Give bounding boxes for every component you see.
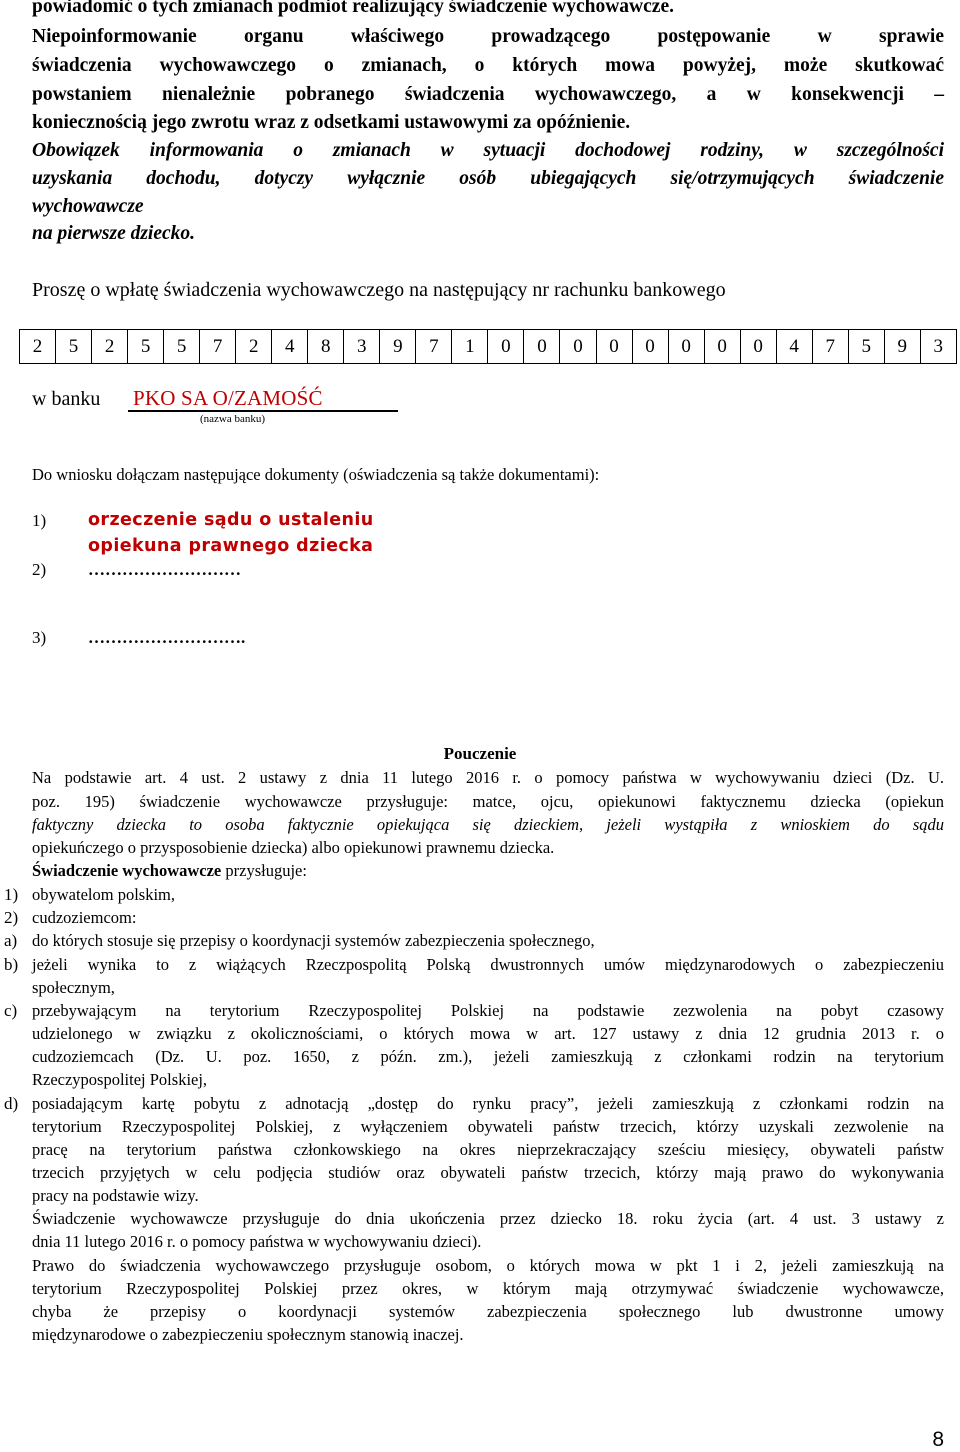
entitled-heading-bold: Świadczenie wychowawcze [32,861,222,880]
list-d-line-2: terytorium Rzeczypospolitej Polskiej, z wyłączeniem obywateli państw trzecich, którzy uzyskali zezwolenie na [32,1117,944,1136]
attachment-3-number: 3) [32,628,47,647]
until-line-1: Świadczenie wychowawcze przysługuje do dnia ukończenia przez dziecko 18. roku życia (art. 4 ust. 3 ustawy z [32,1209,944,1228]
account-digit-box: 9 [380,330,416,363]
entitled-heading [32,861,944,881]
instruction-line-2: poz. 195) świadczenie wychowawcze przysługuje: matce, ojcu, opiekunowi faktycznemu dziecka (opiekun [32,792,944,811]
list-a-number: a) [4,931,18,950]
account-digit-box: 5 [56,330,92,363]
list-b-number: b) [4,955,19,974]
attachment-1-text-line-1: orzeczenie sądu o ustaleniu [88,510,374,530]
intro-line-5: koniecznością jego zwrotu wraz z odsetkami ustawowymi za opóźnienie. [32,112,631,133]
account-digit-box: 8 [308,330,344,363]
attachment-1-number: 1) [32,511,47,530]
bank-label: w banku [32,388,101,410]
right-line-4: międzynarodowe o zabezpieczeniu społecznym stanowią inaczej. [32,1325,464,1344]
instruction-title: Pouczenie [443,744,517,763]
list-c-line-3: cudzoziemcach (Dz. U. poz. 1650, z późn. zm.), jeżeli zamieszkują z członkami rodzin na terytorium [32,1047,944,1066]
list-a-line-1: do których stosuje się przepisy o koordynacji systemów zabezpieczenia społecznego, [32,931,595,950]
list-b-line-1: jeżeli wynika to z wiążących Rzeczpospolitą Polską dwustronnych umów międzynarodowych o zabezpieczeniu [32,955,944,974]
list-d-line-4: trzecich przyjętych w celu podjęcia studiów oraz obywateli państw trzecich, którzy mają prawo do wykonywania [32,1163,944,1182]
right-line-2: terytorium Rzeczypospolitej Polskiej przez okres, w którym mają otrzymywać świadczenie wychowawcze, [32,1279,944,1298]
account-digit-box: 7 [200,330,236,363]
intro-line-1: powiadomić o tych zmianach podmiot realizujący świadczenie wychowawcze. [32,0,674,17]
account-digit-box: 5 [849,330,885,363]
account-digit-box: 2 [20,330,56,363]
bank-name-underline [128,410,398,412]
right-line-1: Prawo do świadczenia wychowawczego przysługuje osobom, o których mowa w pkt 1 i 2, jeżeli zamieszkują na [32,1256,944,1275]
account-digit-box: 0 [560,330,596,363]
list-c-line-1: przebywającym na terytorium Rzeczypospolitej Polskiej na podstawie zezwolenia na pobyt czasowy [32,1001,944,1020]
list-c-line-2: udzielonego w związku z okolicznościami, o których mowa w art. 127 ustawy z dnia 12 grudnia 2013 r. o [32,1024,944,1043]
right-line-3: chyba że przepisy o koordynacji systemów zabezpieczenia społecznego lub dwustronne umowy [32,1302,944,1321]
account-digit-box: 2 [92,330,128,363]
account-digit-box: 0 [524,330,560,363]
account-digit-box: 0 [705,330,741,363]
obligation-line-3: wychowawcze [32,196,144,217]
list-d-line-3: pracę na terytorium państwa członkowskiego na okres nieprzekraczający sześciu miesięcy, obywateli państw [32,1140,944,1159]
list-d-line-5: pracy na podstawie wizy. [32,1186,199,1205]
account-number-boxes [19,329,957,364]
attachment-2-text: ……………………… [88,560,241,579]
account-digit-box: 4 [777,330,813,363]
account-digit-box: 9 [885,330,921,363]
instruction-line-4: opiekuńczego o przysposobienie dziecka) albo opiekunowi prawnemu dziecka. [32,838,555,857]
bank-name-caption: (nazwa banku) [200,413,266,425]
account-digit-box: 7 [813,330,849,363]
intro-line-2: Niepoinformowanie organu właściwego prowadzącego postępowanie w sprawie [32,26,944,47]
account-digit-box: 0 [669,330,705,363]
list-b-line-2: społecznym, [32,978,115,997]
account-digit-box: 0 [597,330,633,363]
account-digit-box: 1 [452,330,488,363]
intro-line-4: powstaniem nienależnie pobranego świadczenia wychowawczego, a w konsekwencji – [32,84,944,105]
obligation-line-2: uzyskania dochodu, dotyczy wyłącznie osób ubiegających się/otrzymujących świadczenie [32,168,944,189]
list-d-number: d) [4,1094,19,1113]
account-digit-box: 4 [272,330,308,363]
until-line-2: dnia 11 lutego 2016 r. o pomocy państwa w wychowywaniu dzieci). [32,1232,482,1251]
attachment-1-text-line-2: opiekuna prawnego dziecka [88,536,374,556]
list-d-line-1: posiadającym kartę pobytu z adnotacją „dostęp do rynku pracy”, jeżeli zamieszkują z członkami rodzin na [32,1094,944,1113]
attachment-3-text: ………………………. [88,628,246,647]
attachment-2-number: 2) [32,560,47,579]
account-digit-box: 7 [416,330,452,363]
list-2-number: 2) [4,908,19,927]
page-number: 8 [932,1428,944,1451]
list-c-number: c) [4,1001,18,1020]
account-digit-box: 3 [344,330,380,363]
account-request: Proszę o wpłatę świadczenia wychowawczego na następujący nr rachunku bankowego [32,279,726,301]
account-digit-box: 0 [488,330,524,363]
instruction-line-1: Na podstawie art. 4 ust. 2 ustawy z dnia 11 lutego 2016 r. o pomocy państwa w wychowywaniu dzieci (Dz. U. [32,768,944,787]
list-1-number: 1) [4,885,19,904]
bank-name: PKO SA O/ZAMOŚĆ [133,386,323,410]
list-2-line-1: cudzoziemcom: [32,908,137,927]
account-digit-box: 0 [741,330,777,363]
list-c-line-4: Rzeczypospolitej Polskiej, [32,1070,208,1089]
intro-line-3: świadczenia wychowawczego o zmianach, o których mowa powyżej, może skutkować [32,55,944,76]
account-digit-box: 2 [236,330,272,363]
obligation-line-4: na pierwsze dziecko. [32,223,196,244]
entitled-heading-rest: przysługuje: [221,861,307,880]
account-digit-box: 0 [633,330,669,363]
list-1-line-1: obywatelom polskim, [32,885,175,904]
account-digit-box: 5 [164,330,200,363]
account-digit-box: 5 [128,330,164,363]
instruction-line-3: faktyczny dziecka to osoba faktycznie opiekująca się dzieckiem, jeżeli wystąpiła z wnioskiem do sądu [32,815,944,834]
obligation-line-1: Obowiązek informowania o zmianach w sytuacji dochodowej rodziny, w szczególności [32,140,944,161]
account-digit-box: 3 [933,335,944,357]
attachments-intro: Do wniosku dołączam następujące dokumenty (oświadczenia są także dokumentami): [32,465,600,484]
